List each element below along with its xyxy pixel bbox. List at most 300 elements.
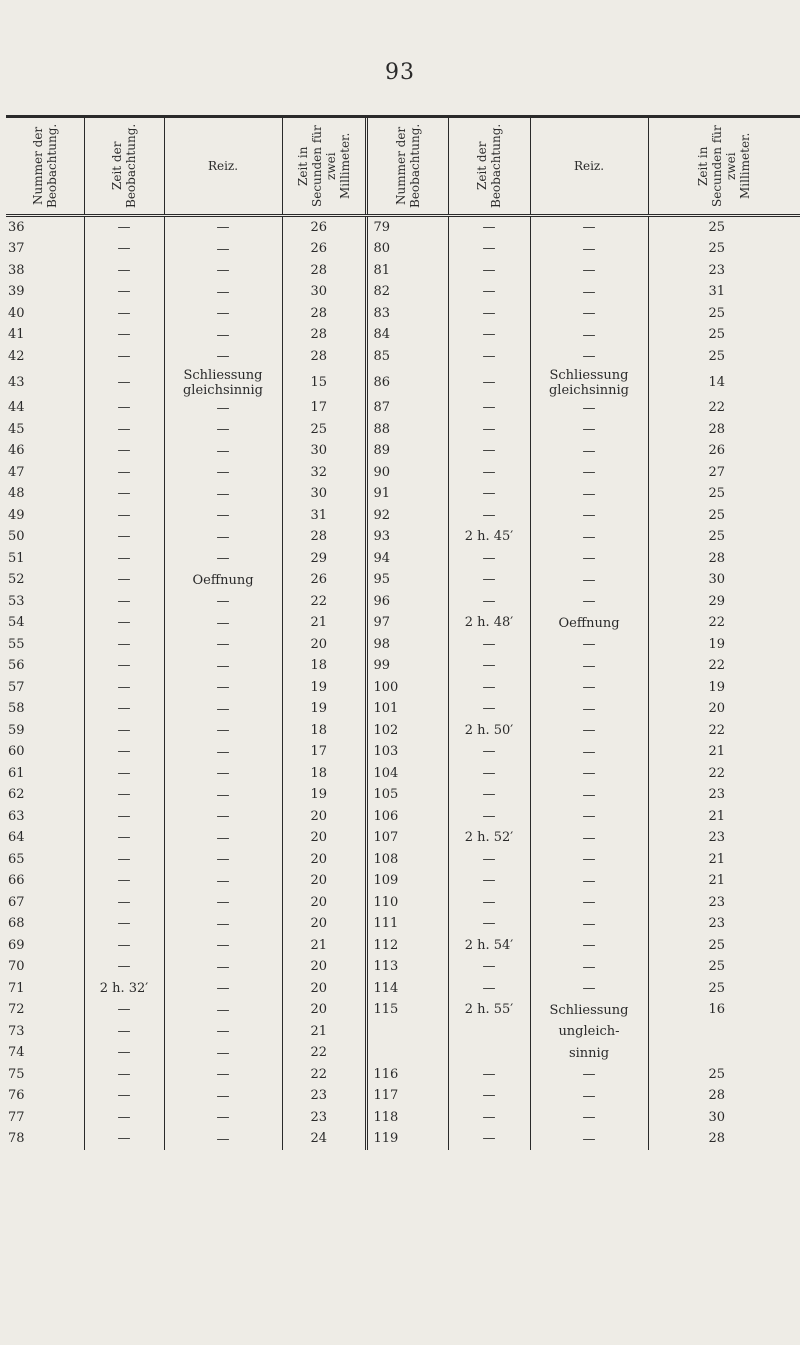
cell-secunden-left: 15 [282, 368, 366, 398]
cell-zeit-left: — [84, 346, 164, 368]
cell-reiz-left: — [164, 303, 282, 325]
cell-reiz-right: — [530, 527, 648, 549]
cell-nummer-right: 108 [366, 849, 448, 871]
table-row [6, 914, 800, 936]
cell-secunden-right: 25 [648, 505, 800, 527]
cell-secunden-right: 25 [648, 484, 800, 506]
cell-secunden-right: 25 [648, 957, 800, 979]
cell-reiz-left: — [164, 677, 282, 699]
cell-nummer-left: 78 [8, 1131, 25, 1147]
cell-zeit-left: — [84, 613, 164, 635]
table-row [6, 1107, 800, 1129]
cell-secunden-right: 28 [648, 1129, 800, 1151]
cell-zeit-right: — [448, 441, 530, 463]
cell-zeit-left: — [84, 935, 164, 957]
cell-secunden-right: 28 [648, 1086, 800, 1108]
table-row [6, 368, 800, 398]
table-row [6, 527, 800, 549]
cell-reiz-left: — [164, 591, 282, 613]
cell-zeit-left: — [84, 570, 164, 592]
cell-secunden-left: 30 [282, 441, 366, 463]
cell-secunden-left: 28 [282, 325, 366, 347]
cell-secunden-left: 20 [282, 892, 366, 914]
cell-nummer-right: 105 [366, 785, 448, 807]
header-nummer-left: Nummer der Beobachtung. [6, 118, 84, 216]
cell-zeit-right: — [448, 742, 530, 764]
cell-secunden-left: 19 [282, 699, 366, 721]
table-row [6, 1000, 800, 1022]
cell-secunden-right: 23 [648, 914, 800, 936]
cell-nummer-right: 106 [366, 806, 448, 828]
cell-secunden-left: 21 [282, 1021, 366, 1043]
table-row [6, 806, 800, 828]
cell-nummer-left: 72 [8, 1002, 25, 1018]
cell-reiz-right: — [530, 935, 648, 957]
cell-reiz-right: — [530, 260, 648, 282]
cell-zeit-right: 2 h. 45′ [448, 527, 530, 549]
cell-zeit-left: — [84, 462, 164, 484]
cell-nummer-right: 98 [366, 634, 448, 656]
cell-reiz-right: — [530, 591, 648, 613]
cell-nummer-right: 95 [366, 570, 448, 592]
cell-reiz-right: — [530, 914, 648, 936]
cell-reiz-right: Schliessung [530, 1000, 648, 1022]
cell-nummer-left: 47 [8, 464, 25, 480]
cell-nummer-right [366, 1043, 448, 1065]
cell-zeit-left: — [84, 656, 164, 678]
cell-nummer-left: 44 [8, 400, 25, 416]
header-secunden-left: Zeit in Secunden für zwei Millimeter. [282, 118, 366, 216]
cell-zeit-right: — [448, 785, 530, 807]
cell-reiz-left: — [164, 1064, 282, 1086]
observation-table-wrapper [6, 115, 800, 1150]
table-row [6, 239, 800, 261]
cell-zeit-right: — [448, 260, 530, 282]
cell-secunden-left: 18 [282, 656, 366, 678]
table-row [6, 849, 800, 871]
cell-nummer-right: 92 [366, 505, 448, 527]
cell-zeit-right: — [448, 570, 530, 592]
cell-reiz-left: — [164, 892, 282, 914]
cell-nummer-right: 115 [366, 1000, 448, 1022]
cell-reiz-right: — [530, 656, 648, 678]
cell-nummer-right: 104 [366, 763, 448, 785]
cell-zeit-right: — [448, 677, 530, 699]
cell-zeit-right: — [448, 591, 530, 613]
cell-secunden-left: 22 [282, 1043, 366, 1065]
cell-secunden-left: 19 [282, 785, 366, 807]
cell-reiz-left: — [164, 806, 282, 828]
cell-reiz-left: — [164, 828, 282, 850]
cell-zeit-right [448, 1021, 530, 1043]
cell-nummer-left: 42 [8, 348, 25, 364]
cell-secunden-left: 20 [282, 957, 366, 979]
cell-zeit-right: — [448, 398, 530, 420]
cell-zeit-left: 2 h. 32′ [84, 978, 164, 1000]
cell-secunden-right: 25 [648, 527, 800, 549]
table-row [6, 441, 800, 463]
cell-secunden-left: 20 [282, 828, 366, 850]
table-row [6, 699, 800, 721]
cell-nummer-left: 50 [8, 529, 25, 545]
cell-reiz-left: — [164, 763, 282, 785]
cell-nummer-right: 107 [366, 828, 448, 850]
header-row [6, 118, 800, 216]
cell-zeit-right: — [448, 548, 530, 570]
cell-secunden-left: 31 [282, 505, 366, 527]
cell-nummer-right: 93 [366, 527, 448, 549]
cell-secunden-left: 28 [282, 346, 366, 368]
cell-zeit-left: — [84, 282, 164, 304]
cell-zeit-left: — [84, 591, 164, 613]
cell-nummer-left: 62 [8, 787, 25, 803]
cell-secunden-left: 17 [282, 398, 366, 420]
table-row [6, 216, 800, 239]
cell-reiz-right: — [530, 303, 648, 325]
cell-zeit-left: — [84, 441, 164, 463]
cell-nummer-right: 84 [366, 325, 448, 347]
cell-secunden-right: 20 [648, 699, 800, 721]
cell-nummer-right: 116 [366, 1064, 448, 1086]
header-nummer-right: Nummer der Beobachtung. [366, 118, 448, 216]
table-row [6, 282, 800, 304]
cell-secunden-left: 20 [282, 871, 366, 893]
cell-secunden-right: 16 [648, 1000, 800, 1022]
cell-nummer-left: 63 [8, 808, 25, 824]
table-row [6, 260, 800, 282]
cell-nummer-right: 82 [366, 282, 448, 304]
cell-secunden-left: 28 [282, 303, 366, 325]
cell-reiz-left: — [164, 462, 282, 484]
cell-zeit-right: — [448, 505, 530, 527]
cell-zeit-right: — [448, 325, 530, 347]
cell-zeit-right: — [448, 282, 530, 304]
cell-nummer-right: 89 [366, 441, 448, 463]
cell-zeit-left: — [84, 871, 164, 893]
cell-reiz-left: — [164, 849, 282, 871]
cell-zeit-right: — [448, 699, 530, 721]
cell-nummer-left: 38 [8, 262, 25, 278]
cell-zeit-left: — [84, 398, 164, 420]
cell-reiz-left: — [164, 1021, 282, 1043]
cell-zeit-left: — [84, 892, 164, 914]
cell-reiz-left: — [164, 419, 282, 441]
cell-secunden-left: 20 [282, 914, 366, 936]
cell-nummer-right: 111 [366, 914, 448, 936]
table-row [6, 1129, 800, 1151]
cell-zeit-left: — [84, 325, 164, 347]
cell-reiz-left: — [164, 1129, 282, 1151]
cell-zeit-left: — [84, 1086, 164, 1108]
cell-secunden-left: 20 [282, 806, 366, 828]
cell-reiz-right: sinnig [530, 1043, 648, 1065]
cell-reiz-right: — [530, 720, 648, 742]
table-row [6, 325, 800, 347]
cell-reiz-left: — [164, 1000, 282, 1022]
cell-zeit-right: — [448, 1107, 530, 1129]
cell-zeit-right: — [448, 484, 530, 506]
cell-zeit-right: — [448, 346, 530, 368]
table-row [6, 957, 800, 979]
cell-zeit-left: — [84, 957, 164, 979]
cell-reiz-left: — [164, 527, 282, 549]
cell-secunden-right: 21 [648, 742, 800, 764]
cell-reiz-right: — [530, 346, 648, 368]
table-row [6, 505, 800, 527]
cell-reiz-right: — [530, 763, 648, 785]
table-row [6, 656, 800, 678]
table-row [6, 634, 800, 656]
cell-secunden-left: 21 [282, 613, 366, 635]
cell-secunden-left: 20 [282, 849, 366, 871]
cell-reiz-left: — [164, 346, 282, 368]
cell-secunden-left: 20 [282, 634, 366, 656]
cell-secunden-left: 22 [282, 1064, 366, 1086]
table-row [6, 871, 800, 893]
cell-nummer-left: 64 [8, 830, 25, 846]
cell-reiz-right: — [530, 325, 648, 347]
cell-nummer-right [366, 1021, 448, 1043]
table-row [6, 1043, 800, 1065]
cell-zeit-right: — [448, 1064, 530, 1086]
cell-zeit-left: — [84, 216, 164, 239]
cell-reiz-right: — [530, 484, 648, 506]
cell-secunden-left: 18 [282, 763, 366, 785]
cell-reiz-right: — [530, 806, 648, 828]
cell-zeit-right: — [448, 368, 530, 398]
cell-nummer-left: 40 [8, 305, 25, 321]
cell-secunden-left: 30 [282, 282, 366, 304]
cell-secunden-left: 26 [282, 216, 366, 239]
cell-nummer-left: 69 [8, 937, 25, 953]
cell-reiz-left: — [164, 656, 282, 678]
cell-nummer-right: 114 [366, 978, 448, 1000]
cell-nummer-right: 100 [366, 677, 448, 699]
cell-nummer-right: 80 [366, 239, 448, 261]
cell-secunden-right: 21 [648, 871, 800, 893]
cell-zeit-left: — [84, 239, 164, 261]
cell-secunden-right: 25 [648, 303, 800, 325]
cell-nummer-left: 73 [8, 1023, 25, 1039]
cell-secunden-right: 14 [648, 368, 800, 398]
cell-secunden-left: 30 [282, 484, 366, 506]
cell-nummer-left: 75 [8, 1066, 25, 1082]
observation-table [6, 118, 800, 1150]
cell-zeit-right: 2 h. 48′ [448, 613, 530, 635]
cell-zeit-left: — [84, 527, 164, 549]
table-row [6, 763, 800, 785]
cell-zeit-right: — [448, 303, 530, 325]
cell-reiz-right: — [530, 699, 648, 721]
cell-zeit-right: — [448, 763, 530, 785]
cell-reiz-right: — [530, 849, 648, 871]
cell-zeit-left: — [84, 1021, 164, 1043]
cell-secunden-left: 22 [282, 591, 366, 613]
cell-nummer-right: 79 [366, 216, 448, 239]
cell-reiz-left: — [164, 957, 282, 979]
cell-reiz-left: — [164, 1086, 282, 1108]
cell-nummer-left: 36 [8, 219, 25, 235]
cell-reiz-left: — [164, 398, 282, 420]
cell-nummer-right: 110 [366, 892, 448, 914]
cell-zeit-left: — [84, 720, 164, 742]
table-row [6, 419, 800, 441]
cell-secunden-right: 19 [648, 677, 800, 699]
cell-secunden-right: 25 [648, 325, 800, 347]
cell-secunden-right: 25 [648, 935, 800, 957]
cell-reiz-right: — [530, 216, 648, 239]
cell-nummer-right: 88 [366, 419, 448, 441]
cell-nummer-right: 103 [366, 742, 448, 764]
cell-secunden-left: 23 [282, 1086, 366, 1108]
table-row [6, 398, 800, 420]
cell-reiz-left: — [164, 871, 282, 893]
cell-secunden-right: 21 [648, 849, 800, 871]
cell-reiz-left: — [164, 484, 282, 506]
cell-reiz-left: — [164, 914, 282, 936]
cell-secunden-right: 26 [648, 441, 800, 463]
cell-zeit-left: — [84, 785, 164, 807]
cell-zeit-right [448, 1043, 530, 1065]
table-row [6, 613, 800, 635]
cell-secunden-right: 21 [648, 806, 800, 828]
cell-reiz-right: — [530, 239, 648, 261]
cell-reiz-left: — [164, 935, 282, 957]
table-row [6, 978, 800, 1000]
cell-nummer-left: 71 [8, 980, 25, 996]
cell-secunden-right: 30 [648, 570, 800, 592]
cell-reiz-right: — [530, 419, 648, 441]
cell-zeit-left: — [84, 828, 164, 850]
table-row [6, 742, 800, 764]
cell-nummer-left: 48 [8, 486, 25, 502]
cell-zeit-left: — [84, 1064, 164, 1086]
cell-nummer-left: 43 [8, 374, 25, 390]
cell-reiz-left: — [164, 505, 282, 527]
cell-reiz-left: — [164, 260, 282, 282]
cell-secunden-right: 31 [648, 282, 800, 304]
table-row [6, 720, 800, 742]
cell-nummer-right: 112 [366, 935, 448, 957]
cell-zeit-right: — [448, 656, 530, 678]
cell-reiz-left: — [164, 785, 282, 807]
cell-zeit-left: — [84, 1043, 164, 1065]
cell-reiz-right: — [530, 1064, 648, 1086]
cell-secunden-left: 26 [282, 239, 366, 261]
cell-secunden-left: 21 [282, 935, 366, 957]
cell-secunden-left: 26 [282, 570, 366, 592]
cell-zeit-left: — [84, 303, 164, 325]
cell-zeit-left: — [84, 368, 164, 398]
cell-reiz-left: — [164, 216, 282, 239]
table-row [6, 1064, 800, 1086]
cell-reiz-right: — [530, 892, 648, 914]
cell-reiz-left: — [164, 1043, 282, 1065]
header-reiz-left: Reiz. [164, 118, 282, 216]
cell-reiz-left: — [164, 325, 282, 347]
cell-zeit-right: 2 h. 54′ [448, 935, 530, 957]
cell-secunden-right: 25 [648, 239, 800, 261]
cell-zeit-right: — [448, 849, 530, 871]
cell-zeit-right: — [448, 957, 530, 979]
cell-nummer-right: 81 [366, 260, 448, 282]
cell-nummer-right: 102 [366, 720, 448, 742]
cell-secunden-right: 25 [648, 346, 800, 368]
table-row [6, 462, 800, 484]
cell-secunden-left: 25 [282, 419, 366, 441]
cell-nummer-left: 53 [8, 593, 25, 609]
table-row [6, 785, 800, 807]
cell-secunden-right: 23 [648, 785, 800, 807]
cell-reiz-right: — [530, 677, 648, 699]
cell-nummer-right: 90 [366, 462, 448, 484]
cell-zeit-right: 2 h. 52′ [448, 828, 530, 850]
cell-nummer-left: 52 [8, 572, 25, 588]
cell-zeit-right: — [448, 239, 530, 261]
cell-reiz-right: — [530, 398, 648, 420]
cell-zeit-left: — [84, 634, 164, 656]
cell-nummer-right: 97 [366, 613, 448, 635]
cell-zeit-left: — [84, 1000, 164, 1022]
cell-zeit-right: — [448, 892, 530, 914]
cell-zeit-left: — [84, 677, 164, 699]
cell-secunden-left: 28 [282, 260, 366, 282]
cell-nummer-right: 113 [366, 957, 448, 979]
cell-secunden-right: 19 [648, 634, 800, 656]
cell-nummer-left: 65 [8, 851, 25, 867]
cell-zeit-right: — [448, 871, 530, 893]
cell-reiz-right: — [530, 570, 648, 592]
cell-zeit-right: — [448, 216, 530, 239]
cell-reiz-right: — [530, 282, 648, 304]
cell-nummer-right: 91 [366, 484, 448, 506]
cell-nummer-left: 74 [8, 1045, 25, 1061]
cell-nummer-right: 87 [366, 398, 448, 420]
cell-nummer-right: 96 [366, 591, 448, 613]
cell-secunden-right: 25 [648, 216, 800, 239]
cell-secunden-right: 22 [648, 656, 800, 678]
cell-secunden-right: 22 [648, 720, 800, 742]
cell-secunden-left: 29 [282, 548, 366, 570]
cell-secunden-right: 27 [648, 462, 800, 484]
table-row [6, 677, 800, 699]
cell-reiz-right: — [530, 1107, 648, 1129]
cell-secunden-right: 28 [648, 419, 800, 441]
cell-nummer-left: 54 [8, 615, 25, 631]
cell-reiz-right: — [530, 957, 648, 979]
table-row [6, 1086, 800, 1108]
cell-reiz-right: ungleich- [530, 1021, 648, 1043]
table-row [6, 570, 800, 592]
cell-zeit-right: — [448, 462, 530, 484]
cell-nummer-left: 51 [8, 550, 25, 566]
table-body [6, 216, 800, 1151]
cell-zeit-right: — [448, 806, 530, 828]
cell-zeit-right: — [448, 914, 530, 936]
cell-zeit-right: — [448, 419, 530, 441]
header-zeit-right: Zeit der Beobachtung. [448, 118, 530, 216]
table-row [6, 346, 800, 368]
cell-nummer-right: 101 [366, 699, 448, 721]
cell-reiz-right: — [530, 978, 648, 1000]
cell-secunden-right: 25 [648, 978, 800, 1000]
cell-nummer-left: 49 [8, 507, 25, 523]
cell-zeit-left: — [84, 260, 164, 282]
cell-nummer-left: 59 [8, 722, 25, 738]
cell-nummer-left: 61 [8, 765, 25, 781]
cell-reiz-left: Schliessung gleichsinnig [164, 368, 282, 398]
cell-zeit-left: — [84, 699, 164, 721]
